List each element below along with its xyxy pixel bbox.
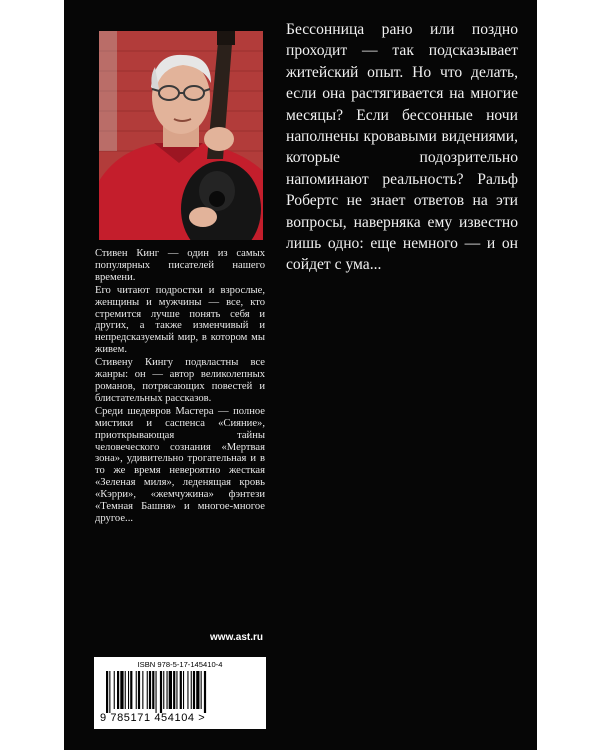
bio-paragraph-2: Его читают подростки и взрослые, женщины и мужчины — все, кто стремится лучше понять себя и других, а также изменчивый и непредсказуемый мир, в котором мы живем. [95, 284, 265, 356]
author-bio [95, 248, 265, 526]
bio-paragraph-1: Стивен Кинг — один из самых популярных писателей нашего времени. [95, 248, 265, 283]
isbn-number: ISBN 978-5-17-145410-4 [137, 660, 223, 669]
bio-paragraph-4: Среди шедевров Мастера — полное мистики и саспенса «Сияние», приоткрывающая тайны человеческого сознания «Мертвая зона», удивительно трогательная и в то же время невероятно жесткая «Зеленая миля», леденящая кровь «Кэрри», «жемчужина» фэнтези «Темная Башня» и многое-многое другое... [95, 405, 265, 524]
barcode-icon [106, 671, 254, 713]
bio-paragraph-3: Стивену Кингу подвластны все жанры: он — автор великолепных романов, потрясающих повестей и блистательных рассказов. [95, 357, 265, 404]
author-photo-illustration [99, 31, 263, 240]
book-blurb: Бессонница рано или поздно проходит — так подсказывает житейский опыт. Но что делать, если она растягивается на многие месяцы? Если бессонные ночи наполнены кровавыми видениями, которые подозрительно напоминают реальность? Ральф Робертс не знает ответов на эти вопросы, наверняка ему известно лишь одно: еще немного — и он сойдет с ума... [286, 21, 518, 274]
barcode-digits: 9 785171 454104 > [100, 712, 206, 724]
isbn-barcode-label [94, 657, 266, 729]
author-photo [99, 31, 263, 240]
publisher-website: www.ast.ru [210, 632, 263, 643]
